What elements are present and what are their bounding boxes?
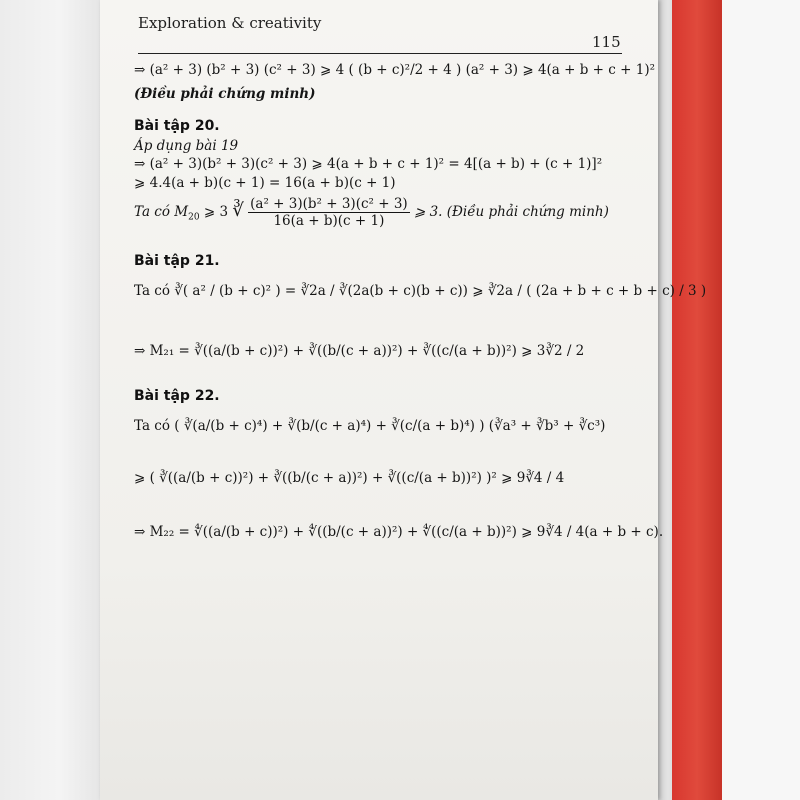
- book-page: [100, 0, 707, 800]
- left-background: [0, 0, 100, 800]
- right-background: [722, 0, 800, 800]
- equation-top: ⇒ (a² + 3) (b² + 3) (c² + 3) ⩾ 4 ( (b + c)²/2 + 4 ) (a² + 3) ⩾ 4(a + b + c + 1)²: [134, 62, 655, 78]
- exercise-20-apply: Áp dụng bài 19: [134, 138, 239, 154]
- fraction-numerator: (a² + 3)(b² + 3)(c² + 3): [250, 196, 408, 212]
- red-book-cover: [672, 0, 722, 800]
- exercise-22-line-2: ⩾ ( ∛((a/(b + c))²) + ∛((b/(c + a))²) + ∛((c/(a + b))²) )² ⩾ 9∛4 / 4: [134, 470, 565, 486]
- exercise-22-heading: Bài tập 22.: [134, 388, 220, 404]
- fraction-m20: [248, 196, 410, 229]
- relation: ⩾ 3: [203, 204, 229, 220]
- exercise-21-line-2: ⇒ M₂₁ = ∛((a/(b + c))²) + ∛((b/(c + a))²) + ∛((c/(a + b))²) ⩾ 3∛2 / 2: [134, 343, 585, 359]
- exercise-20-line-3: [134, 196, 609, 229]
- header-rule: [138, 53, 622, 54]
- ta-co-prefix: Ta có M: [134, 204, 189, 220]
- fraction-denominator: 16(a + b)(c + 1): [273, 213, 385, 229]
- exercise-20-conclusion: ⩾ 3. (Điều phải chứng minh): [413, 204, 609, 220]
- running-header-title: Exploration & creativity: [138, 14, 322, 32]
- cube-root-sign: ∛: [232, 200, 244, 221]
- exercise-21-heading: Bài tập 21.: [134, 253, 220, 269]
- m20-subscript: 20: [188, 212, 200, 223]
- exercise-20-line-1: ⇒ (a² + 3)(b² + 3)(c² + 3) ⩾ 4(a + b + c + 1)² = 4[(a + b) + (c + 1)]²: [134, 156, 603, 172]
- exercise-20-line-2: ⩾ 4.4(a + b)(c + 1) = 16(a + b)(c + 1): [134, 175, 396, 191]
- proof-conclusion: (Điều phải chứng minh): [134, 86, 316, 102]
- exercise-22-line-3: ⇒ M₂₂ = ∜((a/(b + c))²) + ∜((b/(c + a))²) + ∜((c/(a + b))²) ⩾ 9∛4 / 4(a + b + c).: [134, 524, 664, 540]
- exercise-21-line-1: Ta có ∛( a² / (b + c)² ) = ∛2a / ∛(2a(b + c)(b + c)) ⩾ ∛2a / ( (2a + b + c + b + c) / 3 ): [134, 283, 707, 299]
- exercise-20-heading: Bài tập 20.: [134, 118, 220, 134]
- exercise-22-line-1: Ta có ( ∛(a/(b + c)⁴) + ∛(b/(c + a)⁴) + ∛(c/(a + b)⁴) ) (∛a³ + ∛b³ + ∛c³): [134, 418, 606, 434]
- page-number: 115: [592, 33, 621, 51]
